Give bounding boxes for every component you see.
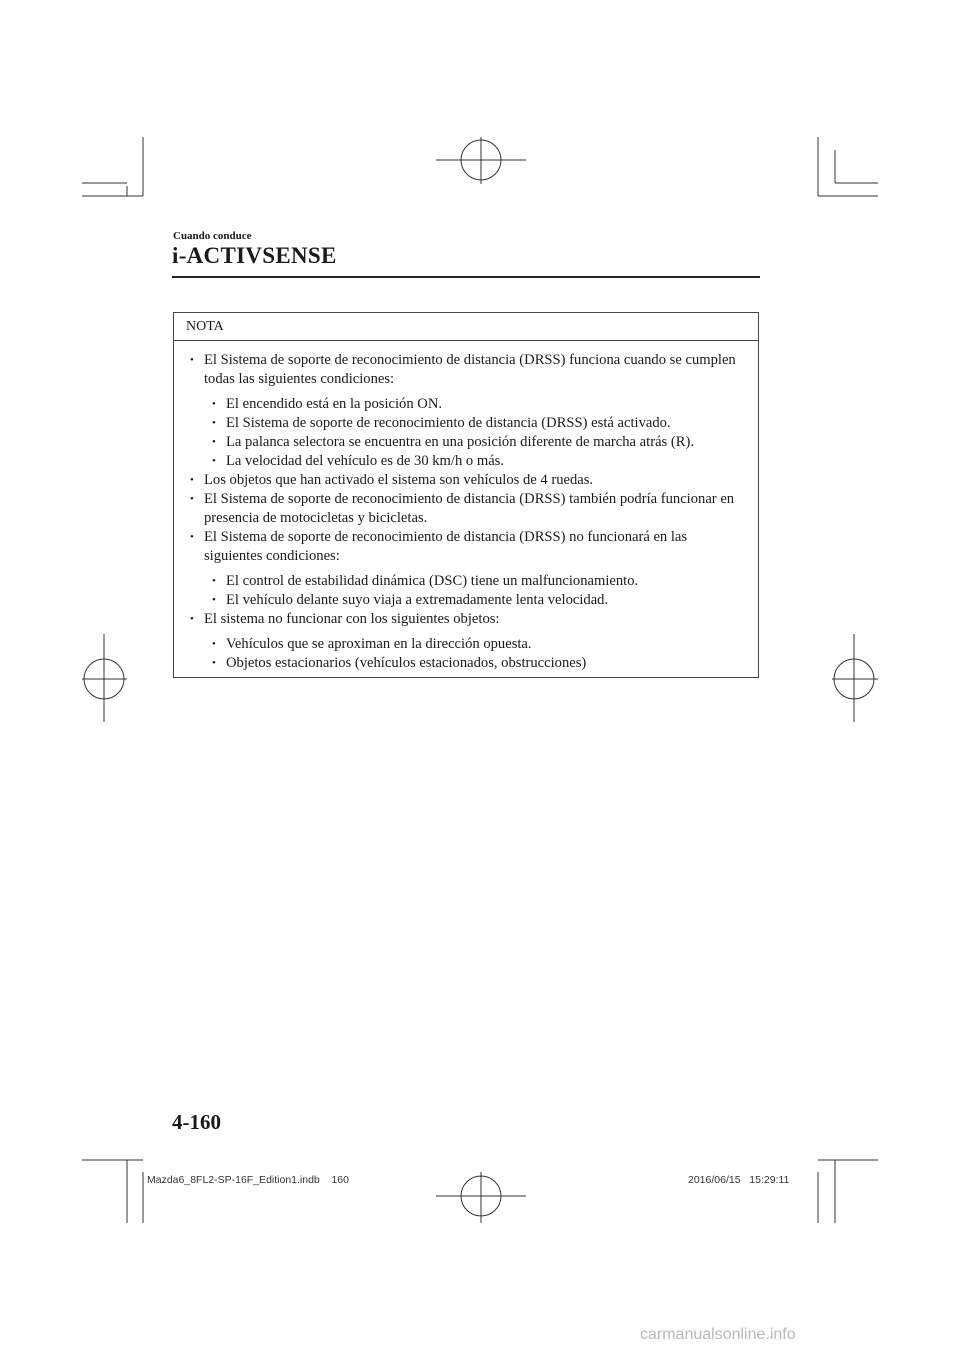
header-rule	[172, 276, 760, 278]
note-subitem: • El Sistema de soporte de reconocimiento de distancia (DRSS) está activado.	[184, 414, 744, 433]
watermark: carmanualsonline.info	[640, 1326, 796, 1343]
note-subitem: • El vehículo delante suyo viaja a extremadamente lenta velocidad.	[184, 591, 744, 610]
note-subitem: • Vehículos que se aproximan en la dirección opuesta.	[184, 635, 744, 654]
note-body	[174, 341, 758, 673]
note-subitem: • Objetos estacionarios (vehículos estacionados, obstrucciones)	[184, 654, 744, 673]
note-sublist	[184, 395, 744, 471]
note-item: • El Sistema de soporte de reconocimiento de distancia (DRSS) también podría funcionar en presencia de motocicletas y bicicletas.	[184, 490, 744, 528]
note-item: • El Sistema de soporte de reconocimiento de distancia (DRSS) funciona cuando se cumplen todas las siguientes condiciones:	[184, 351, 744, 389]
footer-file-name: Mazda6_8FL2-SP-16F_Edition1.indb 160	[147, 1174, 349, 1186]
note-subitem: • El control de estabilidad dinámica (DSC) tiene un malfuncionamiento.	[184, 572, 744, 591]
note-subitem: • La palanca selectora se encuentra en una posición diferente de marcha atrás (R).	[184, 433, 744, 452]
chapter-title: i-ACTIVSENSE	[172, 243, 337, 268]
section-label: Cuando conduce	[173, 230, 252, 242]
note-sublist	[184, 635, 744, 673]
note-sublist	[184, 572, 744, 610]
note-box	[173, 312, 759, 678]
note-subitem: • El encendido está en la posición ON.	[184, 395, 744, 414]
note-item: • El sistema no funcionar con los siguientes objetos:	[184, 610, 744, 629]
footer-timestamp: 2016/06/15 15:29:11	[688, 1174, 790, 1186]
note-subitem: • La velocidad del vehículo es de 30 km/h o más.	[184, 452, 744, 471]
page-number: 4-160	[172, 1110, 221, 1134]
note-item: • El Sistema de soporte de reconocimiento de distancia (DRSS) no funcionará en las siguientes condiciones:	[184, 528, 744, 566]
note-item: • Los objetos que han activado el sistema son vehículos de 4 ruedas.	[184, 471, 744, 490]
note-title: NOTA	[174, 313, 758, 341]
